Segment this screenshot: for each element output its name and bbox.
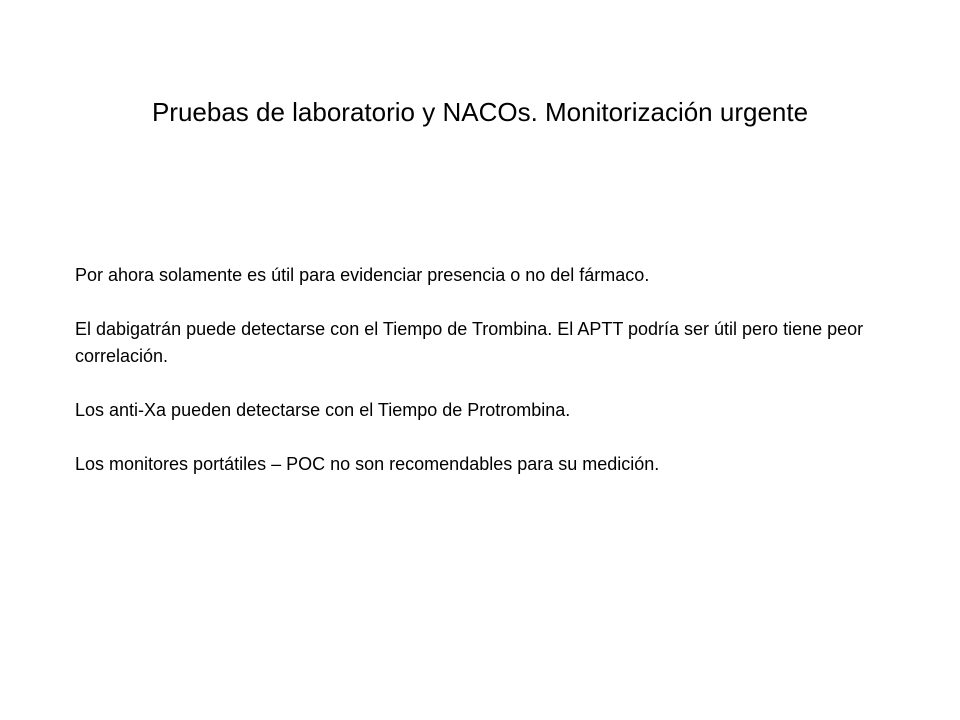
body-paragraph-4: Los monitores portátiles – POC no son recomendables para su medición.	[75, 454, 660, 474]
body-paragraph-2: El dabigatrán puede detectarse con el Tiempo de Trombina. El APTT podría ser útil pero tiene peor correlación.	[75, 319, 864, 366]
slide-body	[75, 262, 895, 478]
slide-title: Pruebas de laboratorio y NACOs. Monitorización urgente	[151, 97, 809, 127]
body-paragraph-1: Por ahora solamente es útil para evidenciar presencia o no del fármaco.	[75, 265, 650, 285]
body-paragraph-3: Los anti-Xa pueden detectarse con el Tiempo de Protrombina.	[75, 400, 571, 420]
